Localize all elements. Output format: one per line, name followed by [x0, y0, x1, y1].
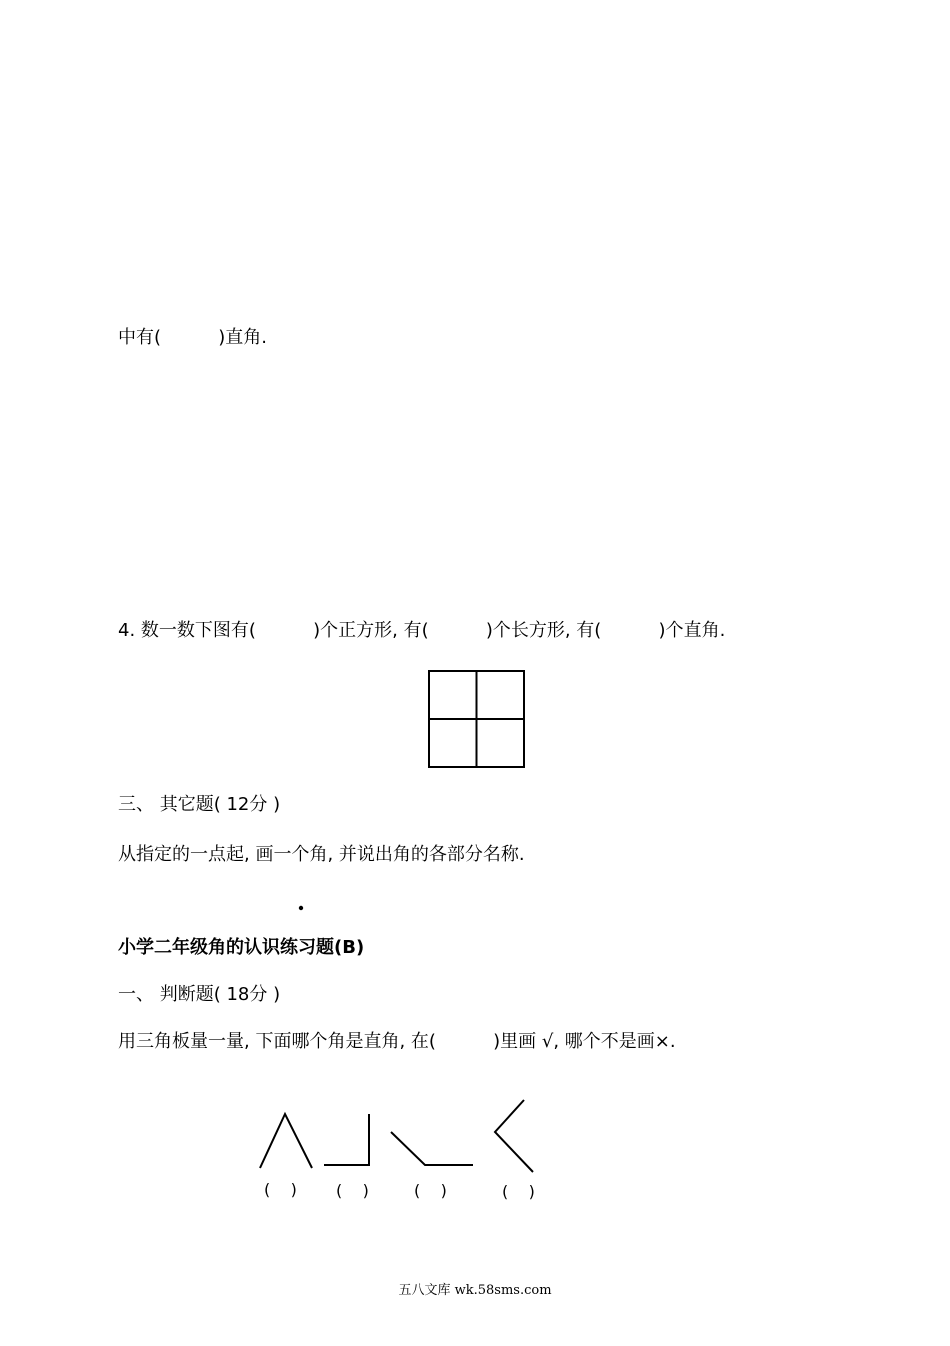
- angle-3-answer-blank: ( ): [414, 1181, 447, 1200]
- angle-1-answer-blank: ( ): [264, 1180, 297, 1199]
- section1-heading: 一、 判断题( 18分 ): [118, 984, 281, 1005]
- section3-heading: 三、 其它题( 12分 ): [118, 794, 281, 815]
- section1-instruction: 用三角板量一量, 下面哪个角是直角, 在( )里画 √, 哪个不是画×.: [118, 1031, 676, 1052]
- page-footer: 五八文库 wk.58sms.com: [398, 1283, 552, 1298]
- paper-title: 小学二年级角的认识练习题(B): [118, 937, 365, 958]
- q3-tail-text: 中有( )直角.: [118, 327, 267, 348]
- angles-figure: [255, 1098, 555, 1178]
- angle-4-answer-blank: ( ): [502, 1182, 535, 1201]
- given-point-dot: [297, 904, 305, 912]
- angle-2-right: [324, 1114, 369, 1165]
- square-grid-figure: [427, 669, 527, 769]
- angle-1-acute: [260, 1114, 312, 1168]
- angle-4-acute: [495, 1100, 533, 1172]
- angle-2-answer-blank: ( ): [336, 1181, 369, 1200]
- q4-text: 4. 数一数下图有( )个正方形, 有( )个长方形, 有( )个直角.: [118, 620, 726, 641]
- angle-3-obtuse: [391, 1132, 473, 1165]
- section3-instruction: 从指定的一点起, 画一个角, 并说出角的各部分名称.: [118, 844, 525, 865]
